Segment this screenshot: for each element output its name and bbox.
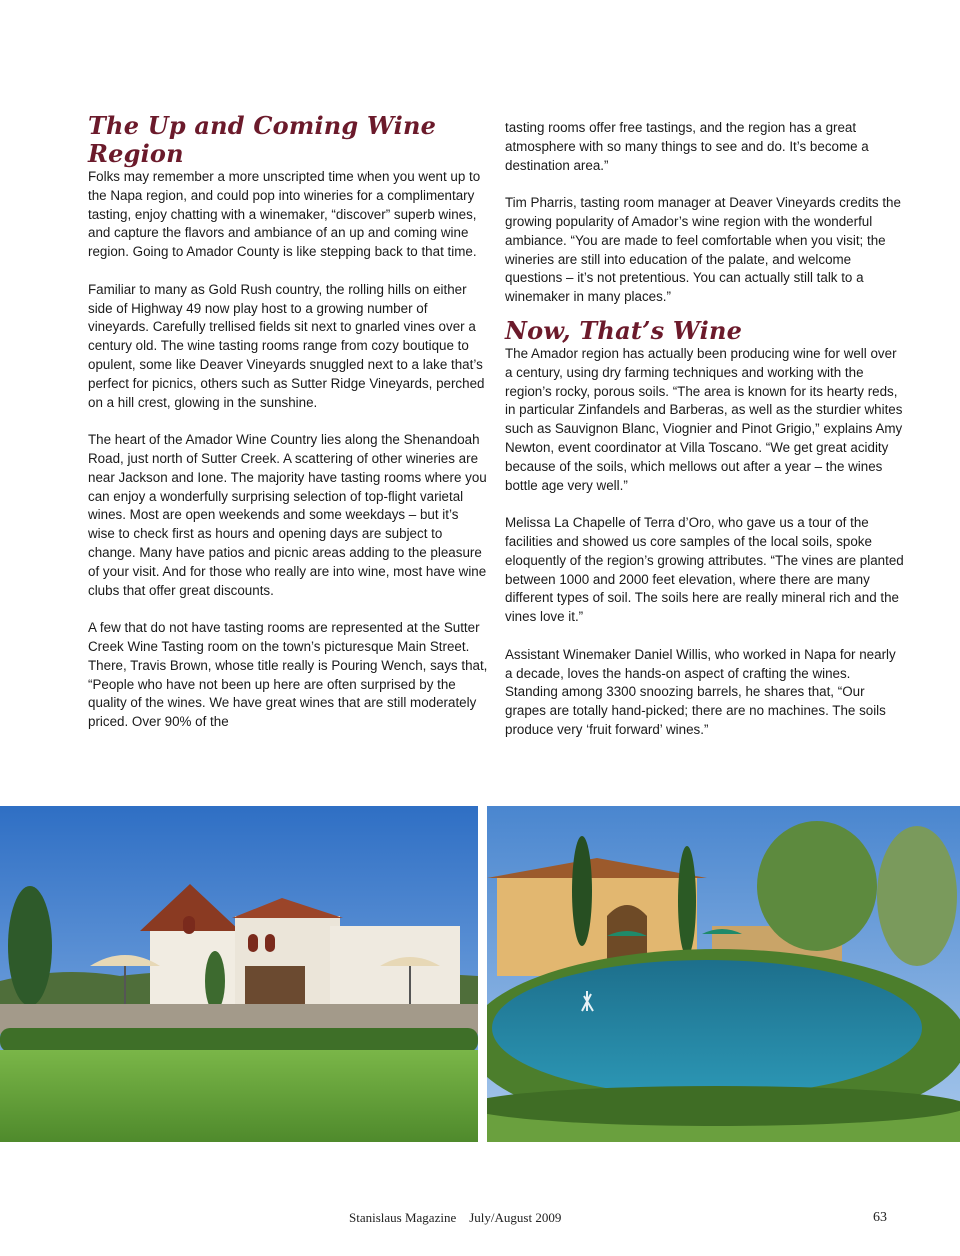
paragraph: tasting rooms offer free tastings, and the region has a great atmosphere with so many things to see and do. It’s become a destination area.” [505,120,869,173]
section-heading: Now, That’s Wine [505,315,743,345]
paragraph: Tim Pharris, tasting room manager at Deaver Vineyards credits the growing popularity of Amador’s wine region with the wonderful ambiance. “You are made to feel comfortable when you visit; the wineries are still into education of the palate, and welcome questions – it’s not pretentious. You can actually still talk to a winemaker in many places.” [505,195,901,305]
section-heading: The Up and Coming Wine Region [88,111,437,168]
paragraph: Assistant Winemaker Daniel Willis, who worked in Napa for nearly a decade, loves the hands-on aspect of crafting the wines. Standing among 3300 snoozing barrels, he shares that, “Our grapes are totally hand-picked; there are no machines. The soils produce very ‘fruit forward’ wines.” [505,646,896,737]
winery-photo [0,806,478,1142]
right-column [505,119,905,759]
paragraph: Folks may remember a more unscripted time when you went up to the Napa region, and could pop into wineries for a complimentary tasting, enjoy chatting with a winemaker, “discover” superb wines, and capture the flavors and ambiance of an up and coming wine region. Going to Amador County is like stepping back to that time. [88,169,481,260]
page-number: 63 [873,1210,887,1225]
paragraph: A few that do not have tasting rooms are represented at the Sutter Creek Wine Tasting room on the town’s picturesque Main Street. There, Travis Brown, whose title really is Pouring Wench, says that, “People who have not been up here are often surprised by the quality of the wines. We have great wines that are still moderately priced. Over 90% of the [88,620,488,730]
paragraph: The Amador region has actually been producing wine for well over a century, using dry farming techniques and working with the region’s rocky, porous soils. “The area is known for its hearty reds, in particular Zinfandels and Barberas, as well as the sturdier whites such as Sauvignon Blanc, Viognier and Pinot Grigio,” explains Amy Newton, event coordinator at Villa Toscano. “We get great acidity because of the soils, which mellows out after a year – the wines bottle age very well.” [505,345,903,493]
footer-publication [349,1210,561,1226]
paragraph: Familiar to many as Gold Rush country, the rolling hills on either side of Highway 49 now play host to a growing number of vineyards. Carefully trellised fields sit next to gnarled vines over a century old. The wine tasting rooms range from cozy boutique to opulent, some like Deaver Vineyards snuggled next to a lake that’s perfect for picnics, others such as Sutter Ridge Vineyards, perched on a hill crest, glowing in the sunshine. [88,281,485,410]
magazine-name: Stanislaus Magazine [349,1210,457,1225]
paragraph: Melissa La Chapelle of Terra d’Oro, who gave us a tour of the facilities and showed us core samples of the local soils, spoke eloquently of the region’s growing attributes. “The vines are planted between 1000 and 2000 feet elevation, where there are many different types of soil. The soils here are really mineral rich and the vines love it.” [505,515,904,625]
left-column [88,112,488,751]
paragraph: The heart of the Amador Wine Country lies along the Shenandoah Road, just north of Sutter Creek. A scattering of other wineries are near Jackson and Ione. The majority have tasting rooms where you can enjoy a wonderfully surprising selection of top-flight varietal wines. Most are open weekends and some weekdays – but it’s wise to check first as hours and opening days are subject to change. Many have patios and picnic areas adding to the pleasure of your visit. And for those who really are into wine, most have wine clubs that offer great discounts. [88,432,487,598]
pond-photo [487,806,960,1142]
issue-date: July/August 2009 [469,1210,562,1225]
